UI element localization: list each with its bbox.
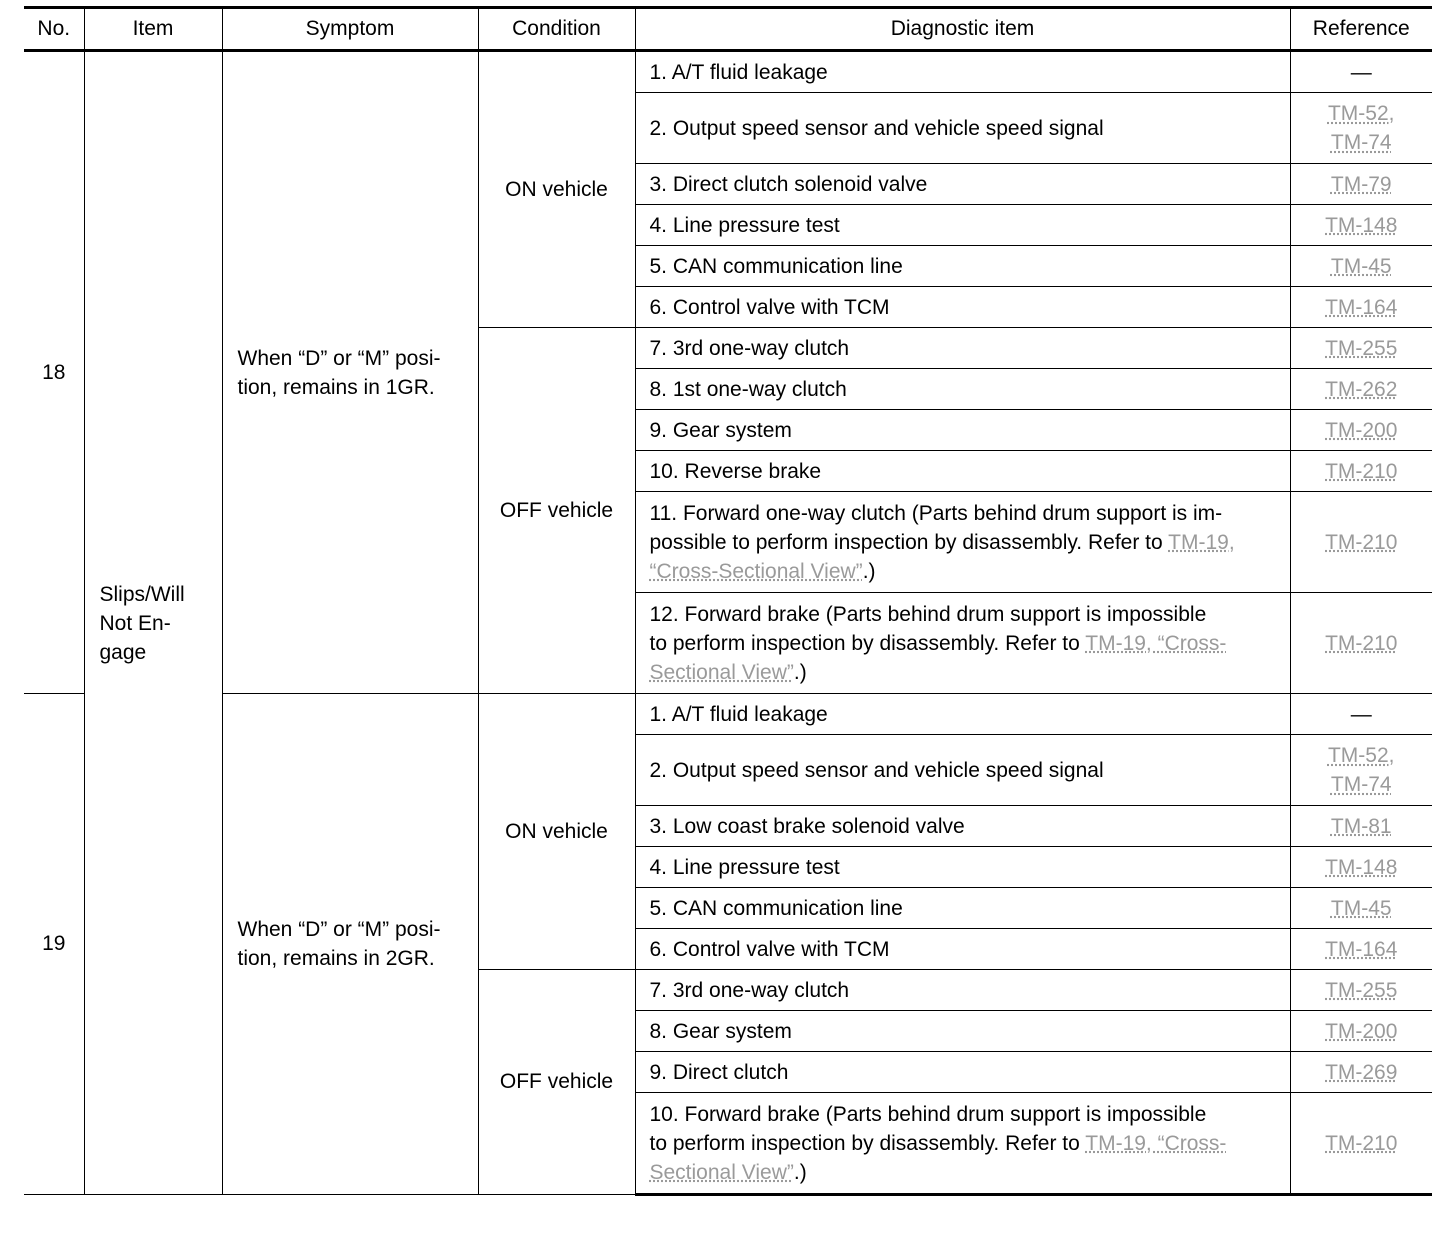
text-line: 5. CAN communication line xyxy=(649,254,903,278)
diagnostic-item xyxy=(635,970,1290,1011)
reference-cell xyxy=(1290,410,1432,451)
text-line: 5. CAN communication line xyxy=(649,896,903,920)
text-line: 7. 3rd one-way clutch xyxy=(649,336,850,360)
text-line: 8. Gear system xyxy=(649,1019,792,1043)
text-line: .) xyxy=(793,660,807,684)
reference-link[interactable]: TM-262 xyxy=(1325,377,1398,401)
header-reference: Reference xyxy=(1290,8,1432,51)
reference-cell xyxy=(1290,694,1432,735)
reference-cell xyxy=(1290,593,1432,694)
reference-cell xyxy=(1290,328,1432,369)
reference-cell xyxy=(1290,1052,1432,1093)
reference-link[interactable]: TM-52, xyxy=(1327,102,1395,125)
text-line: 1. A/T fluid leakage xyxy=(649,60,828,84)
cross-reference-link[interactable]: TM-19, “Cross-Sectional View” xyxy=(649,530,1235,583)
symptom-cell xyxy=(222,694,478,1195)
diagnostic-item xyxy=(635,593,1290,694)
header-diagnostic-item: Diagnostic item xyxy=(635,8,1290,51)
diagnostic-item xyxy=(635,1093,1290,1195)
reference-link[interactable]: TM-148 xyxy=(1325,213,1398,237)
text-line: 3. Low coast brake solenoid valve xyxy=(649,814,965,838)
reference-link[interactable]: TM-200 xyxy=(1325,1019,1398,1043)
reference-cell xyxy=(1290,492,1432,593)
reference-cell xyxy=(1290,369,1432,410)
reference-none: — xyxy=(1350,60,1372,84)
text-line: tion, remains in 2GR. xyxy=(237,947,435,970)
item-cell xyxy=(84,51,222,1195)
text-line: possible to perform inspection by disassembly. Refer to xyxy=(649,530,1169,554)
text-line: 11. Forward one-way clutch (Parts behind drum support is im- xyxy=(649,501,1223,525)
reference-link[interactable]: TM-210 xyxy=(1325,530,1398,554)
reference-cell xyxy=(1290,246,1432,287)
reference-cell xyxy=(1290,1093,1432,1195)
reference-cell xyxy=(1290,287,1432,328)
reference-cell xyxy=(1290,205,1432,246)
text-line: gage xyxy=(99,640,147,664)
table-row xyxy=(24,694,1432,735)
reference-link[interactable]: TM-269 xyxy=(1325,1060,1398,1084)
diagnostic-item xyxy=(635,205,1290,246)
reference-link[interactable]: TM-255 xyxy=(1325,336,1398,360)
table-body xyxy=(24,51,1432,1195)
header-symptom: Symptom xyxy=(222,8,478,51)
reference-cell xyxy=(1290,888,1432,929)
reference-cell xyxy=(1290,164,1432,205)
diagnostic-item xyxy=(635,847,1290,888)
condition-on-vehicle: ON vehicle xyxy=(478,51,635,328)
diagnostic-item xyxy=(635,287,1290,328)
diagnostic-item xyxy=(635,51,1290,93)
diagnostic-item xyxy=(635,246,1290,287)
diagnostic-item xyxy=(635,735,1290,806)
text-line: 9. Direct clutch xyxy=(649,1060,789,1084)
reference-link[interactable]: TM-52, xyxy=(1327,744,1395,767)
text-line: 10. Reverse brake xyxy=(649,459,822,483)
reference-cell xyxy=(1290,735,1432,806)
diagnostic-item xyxy=(635,492,1290,593)
reference-link[interactable]: TM-74 xyxy=(1330,773,1392,796)
reference-link[interactable]: TM-45 xyxy=(1330,896,1392,920)
condition-on-vehicle: ON vehicle xyxy=(478,694,635,970)
diagnostic-item xyxy=(635,694,1290,735)
text-line: When “D” or “M” posi- xyxy=(237,346,441,370)
reference-link[interactable]: TM-210 xyxy=(1325,631,1398,655)
header-item: Item xyxy=(84,8,222,51)
diagnostic-item xyxy=(635,93,1290,164)
reference-link[interactable]: TM-79 xyxy=(1330,172,1392,196)
text-line: Slips/Will xyxy=(99,582,185,606)
text-line: to perform inspection by disassembly. Refer to xyxy=(649,631,1086,655)
reference-cell xyxy=(1290,847,1432,888)
header-condition: Condition xyxy=(478,8,635,51)
text-line: 2. Output speed sensor and vehicle speed signal xyxy=(649,758,1104,782)
text-line: 9. Gear system xyxy=(649,418,792,442)
table-row xyxy=(24,51,1432,93)
text-line: 3. Direct clutch solenoid valve xyxy=(649,172,928,196)
text-line: to perform inspection by disassembly. Refer to xyxy=(649,1131,1086,1155)
group-number: 19 xyxy=(24,694,84,1195)
reference-link[interactable]: TM-210 xyxy=(1325,1131,1398,1155)
cross-reference-link[interactable]: TM-19, “Cross-Sectional View” xyxy=(649,631,1227,684)
diagnostic-item xyxy=(635,369,1290,410)
text-line: tion, remains in 1GR. xyxy=(237,375,435,399)
group-number: 18 xyxy=(24,51,84,694)
diagnostic-item xyxy=(635,1052,1290,1093)
cross-reference-link[interactable]: TM-19, “Cross-Sectional View” xyxy=(649,1131,1227,1184)
reference-link[interactable]: TM-200 xyxy=(1325,418,1398,442)
reference-link[interactable]: TM-45 xyxy=(1330,254,1392,278)
reference-cell xyxy=(1290,93,1432,164)
text-line: 10. Forward brake (Parts behind drum support is impossible xyxy=(649,1102,1207,1126)
reference-none: — xyxy=(1350,702,1372,726)
diagnostic-item xyxy=(635,164,1290,205)
reference-link[interactable]: TM-74 xyxy=(1330,131,1392,154)
text-line: 6. Control valve with TCM xyxy=(649,295,890,319)
symptom-cell xyxy=(222,51,478,694)
reference-cell xyxy=(1290,929,1432,970)
reference-link[interactable]: TM-148 xyxy=(1325,855,1398,879)
reference-cell xyxy=(1290,970,1432,1011)
text-line: 4. Line pressure test xyxy=(649,855,840,879)
text-line: Not En- xyxy=(99,611,171,635)
condition-off-vehicle: OFF vehicle xyxy=(478,970,635,1195)
text-line: .) xyxy=(793,1160,807,1184)
diagnostic-item xyxy=(635,451,1290,492)
diagnosis-table xyxy=(24,6,1432,1196)
reference-cell xyxy=(1290,51,1432,93)
diagnostic-item xyxy=(635,1011,1290,1052)
diagnostic-item xyxy=(635,328,1290,369)
header-row xyxy=(24,8,1432,51)
diagnostic-item xyxy=(635,806,1290,847)
reference-link[interactable]: TM-164 xyxy=(1325,937,1398,961)
text-line: 12. Forward brake (Parts behind drum support is impossible xyxy=(649,602,1207,626)
text-line: 1. A/T fluid leakage xyxy=(649,702,828,726)
text-line: 7. 3rd one-way clutch xyxy=(649,978,850,1002)
condition-off-vehicle: OFF vehicle xyxy=(478,328,635,694)
text-line: When “D” or “M” posi- xyxy=(237,918,441,941)
text-line: 8. 1st one-way clutch xyxy=(649,377,847,401)
reference-link[interactable]: TM-81 xyxy=(1330,814,1392,838)
diagnostic-item xyxy=(635,929,1290,970)
text-line: 6. Control valve with TCM xyxy=(649,937,890,961)
header-no: No. xyxy=(24,8,84,51)
text-line: 4. Line pressure test xyxy=(649,213,840,237)
reference-cell xyxy=(1290,1011,1432,1052)
diagnostic-item xyxy=(635,888,1290,929)
text-line: .) xyxy=(862,559,876,583)
reference-link[interactable]: TM-255 xyxy=(1325,978,1398,1002)
reference-cell xyxy=(1290,451,1432,492)
diagnostic-item xyxy=(635,410,1290,451)
reference-link[interactable]: TM-210 xyxy=(1325,459,1398,483)
reference-link[interactable]: TM-164 xyxy=(1325,295,1398,319)
reference-cell xyxy=(1290,806,1432,847)
text-line: 2. Output speed sensor and vehicle speed signal xyxy=(649,116,1104,140)
